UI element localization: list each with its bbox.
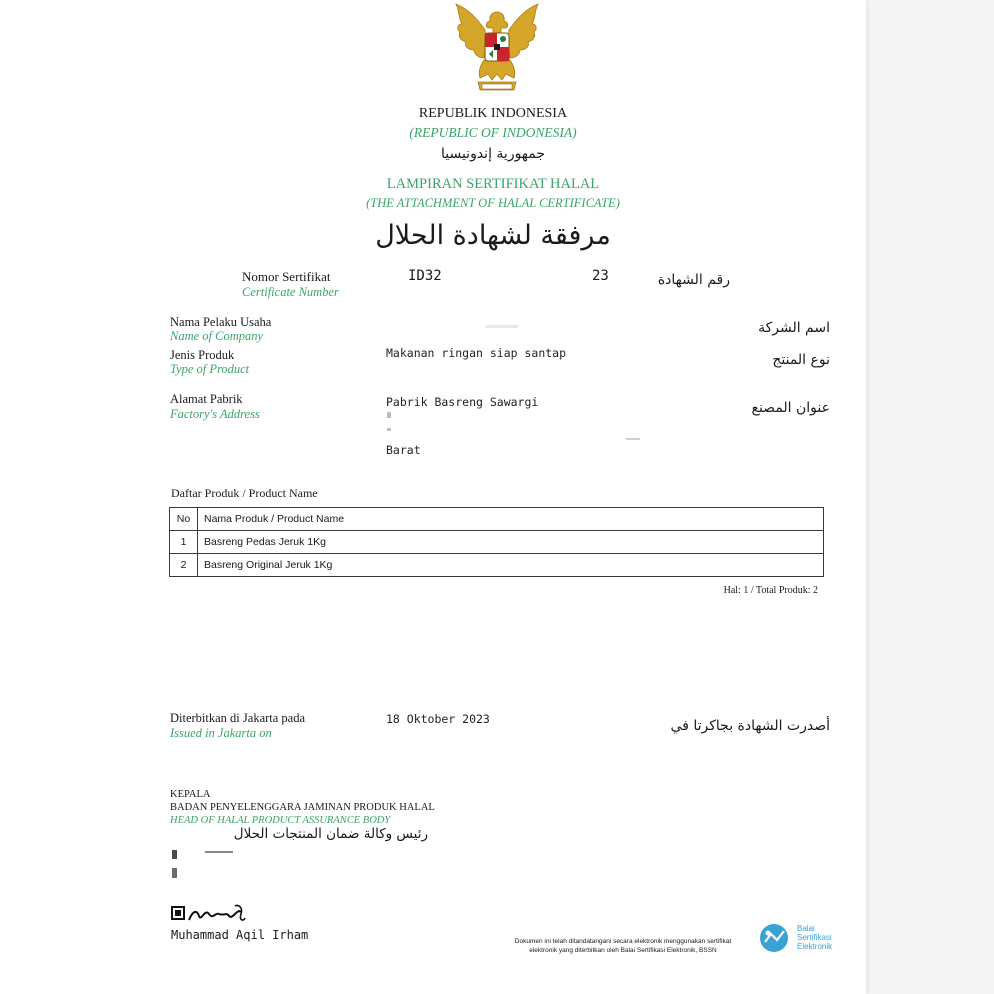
- row-product-name: Basreng Original Jeruk 1Kg: [198, 554, 824, 577]
- qr-signature-icon: [171, 902, 247, 924]
- address-label: Alamat Pabrik: [170, 392, 243, 406]
- certificate-number-label: Nomor Sertifikat: [242, 269, 331, 284]
- signatory-title-ar: رئيس وكالة ضمان المنتجات الحلال: [233, 826, 428, 842]
- address-line-last: Barat: [386, 443, 421, 455]
- garuda-emblem-icon: [448, 0, 546, 96]
- document-title-ar: مرفقة لشهادة الحلال: [375, 220, 611, 251]
- page-info: Hal: 1 / Total Produk: 2: [723, 585, 818, 596]
- product-list-title: Daftar Produk / Product Name: [171, 486, 318, 500]
- issued-label-en: Issued in Jakarta on: [170, 726, 272, 740]
- table-header-no: No: [170, 508, 198, 531]
- document-title-en: (THE ATTACHMENT OF HALAL CERTIFICATE): [366, 196, 620, 210]
- redacted-address: [626, 438, 640, 440]
- issued-label: Diterbitkan di Jakarta pada: [170, 711, 306, 725]
- certificate-number-suffix: 23: [592, 268, 609, 284]
- certificate-number-prefix: ID32: [408, 268, 442, 284]
- redacted-address: [387, 412, 391, 418]
- redacted-mark: [205, 851, 233, 853]
- signatory-title-1: KEPALA: [170, 789, 211, 800]
- table-row: [170, 531, 824, 554]
- company-label-ar: اسم الشركة: [758, 320, 830, 336]
- address-line-1: Pabrik Basreng Sawargi: [386, 395, 539, 409]
- bsre-line-2: Sertifikasi: [797, 933, 832, 942]
- table-row: [170, 554, 824, 577]
- issued-label-ar: أصدرت الشهادة بجاكرتا في: [670, 718, 830, 734]
- note-line-1: Dokumen ini telah ditandatangani secara elektronik menggunakan sertifikat: [514, 938, 732, 945]
- bsre-logo-text: [797, 924, 832, 951]
- country-title-en: (REPUBLIC OF INDONESIA): [409, 125, 577, 140]
- issued-date: 18 Oktober 2023: [386, 712, 490, 726]
- document-title: LAMPIRAN SERTIFIKAT HALAL: [386, 176, 600, 192]
- redacted-mark: [172, 868, 177, 878]
- note-line-2: elektronik yang diterbitkan oleh Balai Sertifikasi Elektronik, BSSN: [529, 947, 717, 954]
- certificate-number-label-en: Certificate Number: [242, 285, 339, 299]
- electronic-signature-note: [496, 937, 750, 955]
- signatory-title-en: HEAD OF HALAL PRODUCT ASSURANCE BODY: [170, 815, 391, 826]
- product-type-label: Jenis Produk: [170, 348, 235, 362]
- table-header-name: Nama Produk / Product Name: [198, 508, 824, 531]
- row-number: 1: [170, 531, 198, 554]
- address-label-ar: عنوان المصنع: [751, 400, 830, 416]
- country-title-ar: جمهورية إندونيسيا: [440, 146, 546, 162]
- product-type-label-ar: نوع المنتج: [772, 352, 830, 368]
- redacted-company-name: [486, 325, 518, 328]
- country-title: REPUBLIK INDONESIA: [418, 106, 568, 121]
- product-type-label-en: Type of Product: [170, 362, 250, 376]
- row-product-name: Basreng Pedas Jeruk 1Kg: [198, 531, 824, 554]
- bsre-logo-icon: [757, 922, 793, 954]
- address-label-en: Factory's Address: [170, 407, 260, 421]
- bsre-line-1: Balai: [797, 924, 815, 933]
- company-label: Nama Pelaku Usaha: [170, 315, 272, 329]
- certificate-number-label-ar: رقم الشهادة: [657, 272, 730, 288]
- redacted-area: [447, 268, 587, 285]
- redacted-mark: [172, 850, 177, 859]
- product-table: [169, 507, 824, 577]
- signatory-name: Muhammad Aqil Irham: [171, 928, 309, 942]
- bsre-line-3: Elektronik: [797, 942, 833, 951]
- signatory-title-2: BADAN PENYELENGGARA JAMINAN PRODUK HALAL: [170, 802, 435, 813]
- product-type-value: Makanan ringan siap santap: [386, 346, 567, 360]
- row-number: 2: [170, 554, 198, 577]
- table-header-row: [170, 508, 824, 531]
- company-label-en: Name of Company: [170, 329, 264, 343]
- redacted-address: [387, 428, 391, 431]
